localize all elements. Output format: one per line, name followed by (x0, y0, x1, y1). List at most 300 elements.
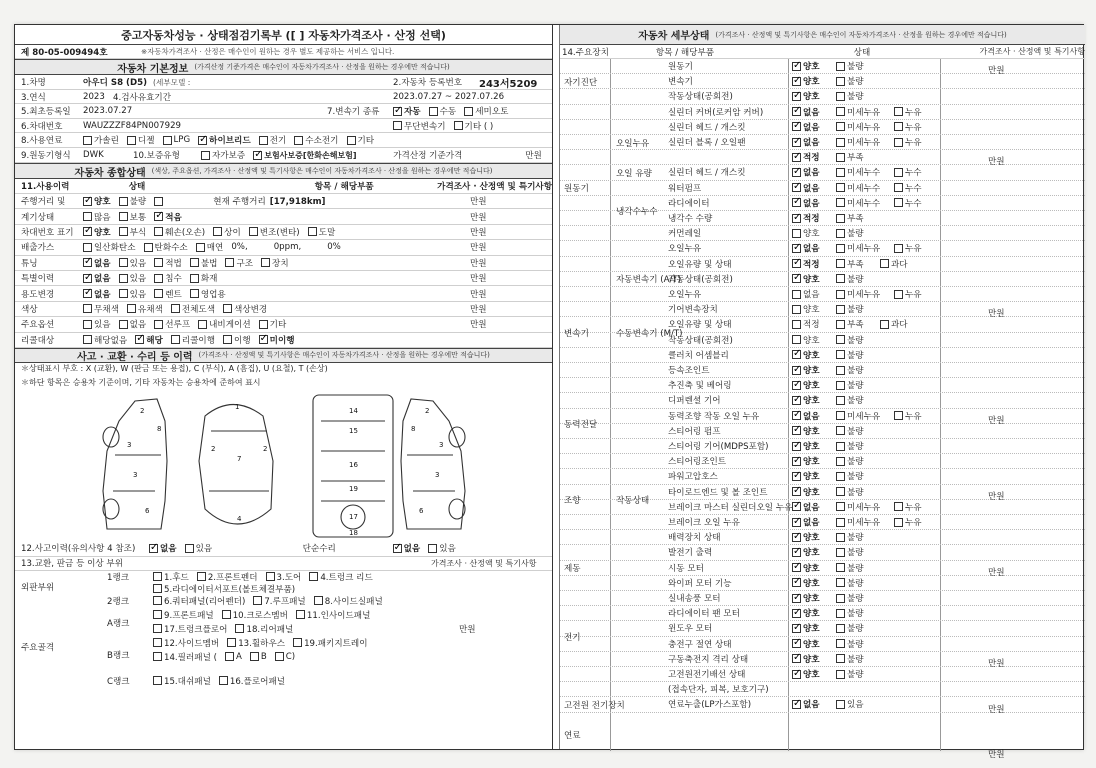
checkbox[interactable] (836, 624, 845, 633)
checkbox[interactable] (894, 138, 903, 147)
checkbox[interactable] (119, 320, 128, 329)
checkbox[interactable] (836, 609, 845, 618)
checkbox[interactable] (792, 457, 801, 466)
subgroup-label: 오일누유 (616, 138, 650, 149)
checkbox[interactable] (83, 274, 92, 283)
checkbox[interactable] (119, 227, 128, 236)
checkbox[interactable] (792, 700, 801, 709)
checkbox[interactable] (171, 335, 180, 344)
checkbox[interactable] (792, 290, 801, 299)
detail-row: 구동축전지 격리 상태 ✓ 양호 불량 (560, 652, 1085, 667)
checkbox[interactable] (83, 212, 92, 221)
checkbox[interactable] (792, 502, 801, 511)
legend-1: ＊상태표시 부호 : X (교환), W (판금 또는 용접), C (부식), A (흠집), U (요철), T (손상) (21, 363, 328, 373)
checkbox[interactable] (836, 290, 845, 299)
checkbox[interactable] (225, 652, 234, 661)
checkbox[interactable] (266, 572, 275, 581)
checkbox[interactable] (464, 107, 473, 116)
svg-text:3: 3 (133, 470, 138, 479)
checkbox[interactable] (836, 138, 845, 147)
subgroup-label: 자동변속기 (A/T) (616, 275, 681, 286)
checkbox[interactable] (836, 366, 845, 375)
basic-info-header: 자동차 기본정보 (가격산정 기준가격은 매수인이 자동차가격조사 · 산정을 원하는 경우에만 적습니다) (15, 59, 552, 75)
checkbox[interactable] (836, 411, 845, 420)
svg-text:2: 2 (425, 406, 430, 415)
checkbox[interactable] (275, 652, 284, 661)
subgroup-label: 수동변속기 (M/T) (616, 328, 683, 339)
parts-line: 15.대쉬패널 16.플로어패널 (153, 675, 293, 689)
price-unit: 만원 (988, 567, 1005, 578)
detail-row: 브레이크 오일 누유 ✓ 없음 미세누유 누유 (560, 515, 1085, 530)
checkbox[interactable] (196, 243, 205, 252)
checkbox[interactable] (153, 624, 162, 633)
parts-grid: 외판부위 주요골격 1랭크 2랭크 A랭크 B랭크 C랭크 만원 1.후드 2.프론트펜더 3.도어 4.트렁크 리드 5.라디에이터서포트(볼트체결부품) 6.쿼터패널(리어펜더) 7.루프패널 8.사이드실패널 9.프론트패널 10.크로스멤버 11.인사이드패널 17.트렁크플로어 18.리어패널 12.사이드멤버 13.휠하우스 19.패키지트레이 14.필러패널 ( A B C) 15.대쉬패널 16.플로어패널 (21, 572, 476, 687)
checkbox[interactable] (894, 107, 903, 116)
detail-row: 클러치 어셈블리 ✓ 양호 불량 (560, 348, 1085, 363)
checkbox[interactable] (259, 335, 268, 344)
checkbox[interactable] (836, 487, 845, 496)
checkbox[interactable] (83, 243, 92, 252)
checkbox[interactable] (880, 320, 889, 329)
checkbox[interactable] (154, 289, 163, 298)
price-unit: 만원 (988, 309, 1005, 320)
checkbox[interactable] (83, 227, 92, 236)
checkbox[interactable] (880, 259, 889, 268)
checkbox[interactable] (119, 258, 128, 267)
checkbox[interactable] (792, 62, 801, 71)
checkbox[interactable] (836, 381, 845, 390)
checkbox[interactable] (119, 212, 128, 221)
checkbox[interactable] (428, 544, 437, 553)
checkbox[interactable] (792, 609, 801, 618)
checkbox[interactable] (836, 426, 845, 435)
checkbox[interactable] (792, 168, 801, 177)
checkbox[interactable] (153, 596, 162, 605)
detail-row: 작동상태(공회전) ✓ 양호 불량 (560, 89, 1085, 104)
checkbox[interactable] (836, 107, 845, 116)
detail-row: 시동 모터 ✓ 양호 불량 (560, 561, 1085, 576)
checkbox[interactable] (201, 151, 210, 160)
checkbox[interactable] (83, 289, 92, 298)
summary-row: 배출가스 일산화탄소 탄화수소 매연 0%, 0ppm, 0% 만원 (15, 240, 552, 255)
checkbox[interactable] (894, 198, 903, 207)
exchange-row: 13.교환, 판금 등 이상 부위 가격조사 · 산정액 및 특기사항 (15, 557, 552, 571)
summary-row: 리콜대상 해당없음 ✓ 해당 리콜이행 이행 ✓ 미이행 (15, 333, 552, 348)
checkbox[interactable] (149, 544, 158, 553)
checkbox[interactable] (222, 610, 231, 619)
detail-row: 스티어링 기어(MDPS포함) ✓ 양호 불량 (560, 439, 1085, 454)
checkbox[interactable] (153, 676, 162, 685)
checkbox[interactable] (792, 472, 801, 481)
checkbox[interactable] (119, 274, 128, 283)
checkbox[interactable] (836, 62, 845, 71)
checkbox[interactable] (163, 136, 172, 145)
checkbox[interactable] (190, 289, 199, 298)
checkbox[interactable] (792, 487, 801, 496)
checkbox[interactable] (190, 258, 199, 267)
detail-row: 연료누출(LP가스포함) ✓ 없음 있음 (560, 697, 1085, 712)
svg-text:1: 1 (235, 402, 240, 411)
detail-row: 동력조향 작동 오일 누유 ✓ 없음 미세누유 누유 (560, 409, 1085, 424)
checkbox[interactable] (83, 136, 92, 145)
checkbox[interactable] (198, 136, 207, 145)
summary-row: 주행거리 및 ✓ 양호 불량 현재 주행거리 [17,918km] 만원 (15, 194, 552, 209)
checkbox[interactable] (792, 198, 801, 207)
checkbox[interactable] (894, 518, 903, 527)
checkbox[interactable] (792, 92, 801, 101)
subgroup-label: 냉각수누수 (616, 207, 658, 217)
checkbox[interactable] (836, 229, 845, 238)
checkbox[interactable] (792, 366, 801, 375)
checkbox[interactable] (894, 290, 903, 299)
checkbox[interactable] (792, 335, 801, 344)
svg-text:15: 15 (349, 426, 358, 435)
checkbox[interactable] (836, 122, 845, 131)
checkbox[interactable] (836, 168, 845, 177)
detail-row: 실린더 헤드 / 개스킷 ✓ 없음 미세누유 누유 (560, 120, 1085, 135)
price-unit: 만원 (988, 415, 1005, 426)
checkbox[interactable] (153, 584, 162, 593)
detail-row: 윈도우 모터 ✓ 양호 불량 (560, 621, 1085, 636)
checkbox[interactable] (836, 654, 845, 663)
summary-header: 자동차 종합상태 (색상, 주요옵션, 가격조사 · 산정액 및 특기사항은 매수인이 자동차가격조사 · 산정을 원하는 경우에만 적습니다) (15, 163, 552, 179)
basic-row-4: 6.차대번호 WAUZZZF84PN007929 무단변속기 기타 ( ) (15, 119, 552, 133)
parts-line: 6.쿼터패널(리어펜더) 7.루프패널 8.사이드실패널 (153, 595, 391, 609)
checkbox[interactable] (261, 258, 270, 267)
checkbox[interactable] (836, 92, 845, 101)
checkbox[interactable] (792, 183, 801, 192)
svg-text:4: 4 (237, 514, 242, 523)
checkbox[interactable] (119, 289, 128, 298)
checkbox[interactable] (836, 578, 845, 587)
doc-notice: ※자동차가격조사 · 산정은 매수인이 원하는 경우 별도 제공하는 서비스 입니다. (141, 47, 395, 56)
price-unit: 만원 (988, 659, 1005, 669)
checkbox[interactable] (836, 502, 845, 511)
summary-columns: 11.사용이력 상태 항목 / 해당부품 가격조사 · 산정액 및 특기사항 (15, 179, 552, 194)
inspection-sheet (14, 24, 1085, 761)
detail-row: 실내송풍 모터 ✓ 양호 불량 (560, 591, 1085, 606)
checkbox[interactable] (171, 304, 180, 313)
checkbox[interactable] (127, 136, 136, 145)
checkbox[interactable] (225, 258, 234, 267)
checkbox[interactable] (83, 335, 92, 344)
checkbox[interactable] (792, 229, 801, 238)
checkbox[interactable] (792, 381, 801, 390)
checkbox[interactable] (127, 304, 136, 313)
basic-row-2: 3.연식 2023 4.검사유효기간 2023.07.27 ~ 2027.07.26 (15, 90, 552, 104)
checkbox[interactable] (894, 122, 903, 131)
svg-text:2: 2 (211, 444, 216, 453)
svg-text:3: 3 (127, 440, 132, 449)
checkbox[interactable] (227, 638, 236, 647)
checkbox[interactable] (185, 544, 194, 553)
checkbox[interactable] (154, 320, 163, 329)
detail-columns: 14.주요장치 항목 / 해당부품 상태 가격조사 · 산정액 및 특기사항 (562, 47, 1085, 58)
svg-text:16: 16 (349, 460, 358, 469)
checkbox[interactable] (894, 244, 903, 253)
checkbox[interactable] (836, 442, 845, 451)
car-damage-diagram (15, 391, 553, 541)
svg-text:6: 6 (419, 506, 424, 515)
detail-row: 실린더 블록 / 오일팬 ✓ 없음 미세누유 누유 (560, 135, 1085, 150)
checkbox[interactable] (223, 304, 232, 313)
checkbox[interactable] (792, 426, 801, 435)
main-frame-label: 주요골격 (21, 642, 55, 653)
legend-2: ＊하단 항목은 승용차 기준이며, 기타 자동차는 승용차에 준하여 표시 (21, 377, 261, 387)
svg-text:3: 3 (435, 470, 440, 479)
checkbox[interactable] (253, 596, 262, 605)
detail-row: 오일유량 및 상태 ✓ 적정 부족 과다 (560, 257, 1085, 272)
checkbox[interactable] (223, 335, 232, 344)
doc-number: 제 80-05-009494호 (21, 47, 108, 58)
checkbox[interactable] (213, 227, 222, 236)
svg-text:18: 18 (349, 528, 358, 537)
checkbox[interactable] (293, 638, 302, 647)
basic-row-6: 9.원동기형식 DWK 10.보증유형 자가보증 ✓ 보험사보증[한화손해보험] 가격산정 기준가격 만원 (15, 148, 552, 163)
svg-text:14: 14 (349, 406, 358, 415)
checkbox[interactable] (792, 305, 801, 314)
checkbox[interactable] (792, 396, 801, 405)
basic-row-3: 5.최초등록일 2023.07.27 7.변속기 종류 ✓ 자동 수동 세미오토 (15, 104, 552, 119)
checkbox[interactable] (792, 259, 801, 268)
subgroup-label: 오일 유량 (616, 169, 652, 179)
checkbox[interactable] (836, 563, 845, 572)
checkbox[interactable] (836, 214, 845, 223)
checkbox[interactable] (792, 670, 801, 679)
detail-row: 작동상태(공회전) ✓ 양호 불량 (560, 272, 1085, 287)
detail-header: 자동차 세부상태 (가격조사 · 산정액 및 특기사항은 매수인이 자동차가격조사 · 산정을 원하는 경우에만 적습니다) (560, 25, 1085, 45)
group-label: 고전원 전기장치 (564, 701, 625, 711)
summary-row: 용도변경 ✓ 없음 있음 렌트 영업용 만원 (15, 286, 552, 301)
group-label: 동력전달 (564, 419, 598, 430)
detail-row: 디퍼렌셜 기어 ✓ 양호 불량 (560, 393, 1085, 408)
checkbox[interactable] (792, 442, 801, 451)
parts-line: 5.라디에이터서포트(볼트체결부품) (153, 583, 303, 597)
svg-text:2: 2 (263, 444, 268, 453)
checkbox[interactable] (792, 244, 801, 253)
checkbox[interactable] (836, 594, 845, 603)
checkbox[interactable] (836, 77, 845, 86)
checkbox[interactable] (792, 320, 801, 329)
summary-row: 색상 무채색 유채색 전체도색 색상변경 만원 (15, 302, 552, 317)
svg-text:17: 17 (349, 512, 358, 521)
checkbox[interactable] (836, 639, 845, 648)
summary-row: 주요옵션 있음 없음 선루프 내비게이션 기타 만원 (15, 317, 552, 332)
detail-row: 와이퍼 모터 기능 ✓ 양호 불량 (560, 576, 1085, 591)
checkbox[interactable] (792, 548, 801, 557)
checkbox[interactable] (792, 274, 801, 283)
checkbox[interactable] (894, 502, 903, 511)
checkbox[interactable] (294, 136, 303, 145)
checkbox[interactable] (894, 411, 903, 420)
detail-row: 실린더 헤드 / 개스킷 ✓ 없음 미세누수 누수 (560, 165, 1085, 180)
checkbox[interactable] (83, 320, 92, 329)
checkbox[interactable] (836, 335, 845, 344)
odometer-value: [17,918km] (269, 197, 326, 208)
checkbox[interactable] (153, 610, 162, 619)
checkbox[interactable] (836, 259, 845, 268)
detail-row: 오일누유 ✓ 없음 미세누유 누유 (560, 241, 1085, 256)
checkbox[interactable] (249, 227, 258, 236)
checkbox[interactable] (296, 610, 305, 619)
summary-row: 계기상태 많음 보통 ✓ 적음 만원 (15, 209, 552, 224)
checkbox[interactable] (119, 197, 128, 206)
svg-text:8: 8 (411, 424, 416, 433)
checkbox[interactable] (454, 121, 463, 130)
detail-row: 등속조인트 ✓ 양호 불량 (560, 363, 1085, 378)
checkbox[interactable] (153, 652, 162, 661)
detail-row: 기어변속장치 양호 불량 (560, 302, 1085, 317)
detail-row: ✓ 적정 부족 (560, 150, 1085, 165)
checkbox[interactable] (154, 197, 163, 206)
checkbox[interactable] (792, 122, 801, 131)
detail-row: 추진축 및 베어링 ✓ 양호 불량 (560, 378, 1085, 393)
checkbox[interactable] (836, 457, 845, 466)
checkbox[interactable] (836, 244, 845, 253)
checkbox[interactable] (836, 320, 845, 329)
price-unit: 만원 (988, 704, 1005, 715)
checkbox[interactable] (836, 274, 845, 283)
checkbox[interactable] (836, 305, 845, 314)
checkbox[interactable] (792, 107, 801, 116)
checkbox[interactable] (393, 107, 402, 116)
checkbox[interactable] (144, 243, 153, 252)
checkbox[interactable] (308, 227, 317, 236)
checkbox[interactable] (792, 578, 801, 587)
detail-row: 스티어링조인트 ✓ 양호 불량 (560, 454, 1085, 469)
group-label: 원동기 (564, 184, 589, 195)
checkbox[interactable] (83, 197, 92, 206)
checkbox[interactable] (135, 335, 144, 344)
basic-row-5: 8.사용연료 가솔린 디젤 LPG ✓ 하이브리드 전기 수소전기 기타 (15, 133, 552, 148)
detail-row: 타이로드엔드 및 볼 조인트 ✓ 양호 불량 (560, 485, 1085, 500)
detail-row: 고전원전기배선 상태 ✓ 양호 불량 (560, 667, 1085, 682)
checkbox[interactable] (309, 572, 318, 581)
checkbox[interactable] (792, 138, 801, 147)
detail-row: 실린더 커버(로커암 커버) ✓ 없음 미세누유 누유 (560, 105, 1085, 120)
detail-row: 오일누유 없음 미세누유 누유 (560, 287, 1085, 302)
parts-line: 1.후드 2.프론트펜더 3.도어 4.트렁크 리드 (153, 571, 381, 585)
checkbox[interactable] (836, 472, 845, 481)
checkbox[interactable] (792, 639, 801, 648)
checkbox[interactable] (836, 700, 845, 709)
checkbox[interactable] (792, 594, 801, 603)
doc-title: 중고자동차성능 · 상태점검기록부 ([ ] 자동차가격조사 · 산정 선택) (121, 28, 446, 42)
checkbox[interactable] (198, 320, 207, 329)
checkbox[interactable] (197, 572, 206, 581)
checkbox[interactable] (894, 183, 903, 192)
basic-row-1: 1.차명 아우디 S8 (D5) (세부모델 : 2.자동차 등록번호 243서5209 (15, 75, 552, 90)
checkbox[interactable] (250, 652, 259, 661)
checkbox[interactable] (836, 518, 845, 527)
checkbox[interactable] (154, 212, 163, 221)
checkbox[interactable] (153, 572, 162, 581)
checkbox[interactable] (253, 151, 262, 160)
checkbox[interactable] (836, 350, 845, 359)
checkbox[interactable] (347, 136, 356, 145)
detail-row: 파워고압호스 ✓ 양호 불량 (560, 469, 1085, 484)
detail-row: 스티어링 펌프 ✓ 양호 불량 (560, 424, 1085, 439)
price-unit: 만원 (988, 750, 1005, 761)
checkbox[interactable] (314, 596, 323, 605)
checkbox[interactable] (836, 153, 845, 162)
checkbox[interactable] (894, 168, 903, 177)
car-diagram-area (15, 391, 552, 541)
checkbox[interactable] (792, 654, 801, 663)
checkbox[interactable] (792, 77, 801, 86)
subgroup-label: 작동상태 (616, 495, 650, 506)
parts-line: 12.사이드멤버 13.휠하우스 19.패키지트레이 (153, 637, 376, 651)
checkbox[interactable] (83, 304, 92, 313)
svg-text:8: 8 (157, 424, 162, 433)
checkbox[interactable] (154, 258, 163, 267)
checkbox[interactable] (792, 563, 801, 572)
detail-row: 커먼레일 양호 불량 (560, 226, 1085, 241)
price-unit: 만원 (988, 491, 1005, 502)
checkbox[interactable] (154, 227, 163, 236)
checkbox[interactable] (836, 670, 845, 679)
checkbox[interactable] (836, 183, 845, 192)
detail-table (560, 59, 1085, 761)
checkbox[interactable] (83, 258, 92, 267)
checkbox[interactable] (836, 396, 845, 405)
svg-text:3: 3 (439, 440, 444, 449)
checkbox[interactable] (836, 533, 845, 542)
checkbox[interactable] (154, 274, 163, 283)
checkbox[interactable] (259, 136, 268, 145)
checkbox[interactable] (393, 121, 402, 130)
detail-row: 워터펌프 ✓ 없음 미세누수 누수 (560, 181, 1085, 196)
detail-row: 작동상태(공회전) 양호 불량 (560, 333, 1085, 348)
group-label: 제동 (564, 564, 581, 575)
group-label: 연료 (564, 731, 581, 742)
checkbox[interactable] (219, 676, 228, 685)
summary-row: 특별이력 ✓ 없음 있음 침수 화재 만원 (15, 271, 552, 286)
detail-row: 발전기 출력 ✓ 양호 불량 (560, 545, 1085, 560)
checkbox[interactable] (836, 548, 845, 557)
price-unit: 만원 (988, 157, 1005, 168)
detail-row: 배력장치 상태 ✓ 양호 불량 (560, 530, 1085, 545)
checkbox[interactable] (235, 624, 244, 633)
detail-row: 오일유량 및 상태 적정 부족 과다 (560, 317, 1085, 332)
detail-row: 원동기 ✓ 양호 불량 (560, 59, 1085, 74)
checkbox[interactable] (792, 518, 801, 527)
checkbox[interactable] (153, 638, 162, 647)
parts-line: 14.필러패널 ( A B C) (153, 651, 303, 665)
parts-line: 9.프론트패널 10.크로스멤버 11.인사이드패널 (153, 609, 378, 623)
checkbox[interactable] (792, 214, 801, 223)
checkbox[interactable] (792, 533, 801, 542)
detail-row: 브레이크 마스터 실린더오일 누유 ✓ 없음 미세누유 누유 (560, 500, 1085, 515)
detail-row: (접속단자, 피복, 보호기구) (560, 682, 1085, 697)
checkbox[interactable] (429, 107, 438, 116)
svg-text:19: 19 (349, 484, 358, 493)
checkbox[interactable] (792, 350, 801, 359)
checkbox[interactable] (190, 274, 199, 283)
checkbox[interactable] (792, 624, 801, 633)
svg-text:7: 7 (237, 454, 242, 463)
group-label: 조향 (564, 495, 581, 506)
detail-row: 라디에이터 ✓ 없음 미세누수 누수 (560, 196, 1085, 211)
checkbox[interactable] (792, 411, 801, 420)
parts-line: 17.트렁크플로어 18.리어패널 (153, 623, 301, 637)
checkbox[interactable] (393, 544, 402, 553)
svg-text:6: 6 (145, 506, 150, 515)
checkbox[interactable] (792, 153, 801, 162)
checkbox[interactable] (259, 320, 268, 329)
detail-row: 충전구 절연 상태 ✓ 양호 불량 (560, 637, 1085, 652)
checkbox[interactable] (836, 198, 845, 207)
